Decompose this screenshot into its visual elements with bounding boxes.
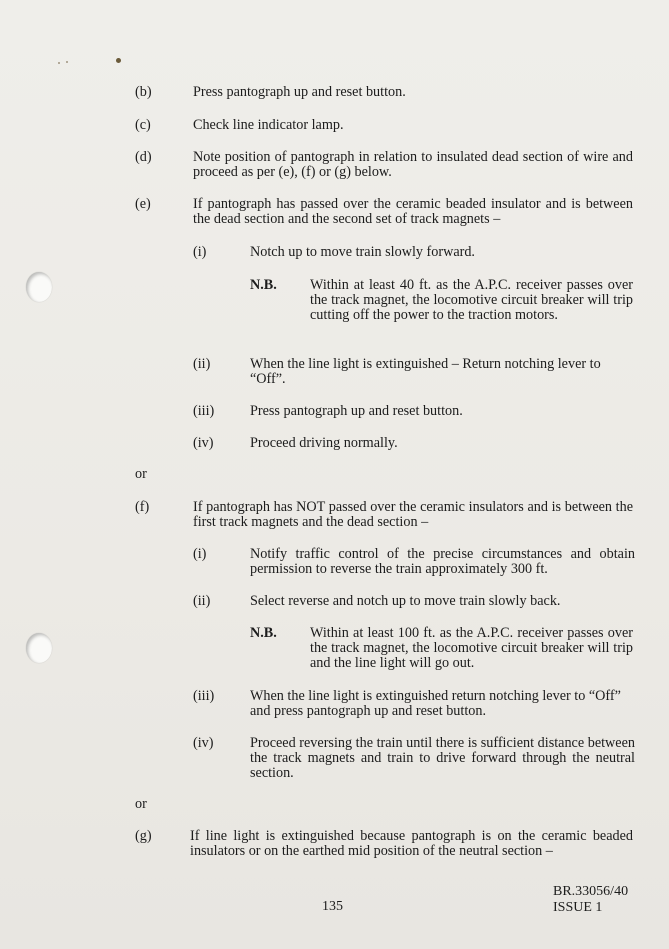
item-e-i-text: Notch up to move train slowly forward. [250,244,475,260]
or-separator: or [135,796,147,812]
item-f-ii-label: (ii) [193,593,211,609]
item-b-label: (b) [135,84,152,100]
item-e-i-label: (i) [193,244,207,260]
item-f-text: If pantograph has NOT passed over the ceramic insulators and is between the first track magnets and the dead section – [193,499,633,530]
document-reference [553,884,628,916]
item-e-ii-label: (ii) [193,356,211,372]
item-d-label: (d) [135,149,152,165]
item-f-ii-text: Select reverse and notch up to move train slowly back. [250,593,561,609]
item-e-ii-text: When the line light is extinguished – Return notching lever to “Off”. [250,356,601,387]
page-number: 135 [322,899,343,914]
item-f-nb-label: N.B. [250,625,277,641]
item-e-iv-label: (iv) [193,435,214,451]
item-e-text: If pantograph has passed over the ceramic beaded insulator and is between the dead section and the second set of track magnets – [193,196,633,227]
item-f-i-label: (i) [193,546,207,562]
item-e-label: (e) [135,196,151,212]
item-f-iv-label: (iv) [193,735,214,751]
paper-speck [116,58,121,63]
item-g-text: If line light is extinguished because pantograph is on the ceramic beaded insulators or on the earthed mid position of the neutral section – [190,828,633,859]
item-c-label: (c) [135,117,151,133]
paper-speck [58,62,60,64]
item-b-text: Press pantograph up and reset button. [193,84,406,100]
item-e-iii-text: Press pantograph up and reset button. [250,403,463,419]
punch-hole-top [26,272,52,302]
paper-speck [66,61,68,63]
item-e-iii-label: (iii) [193,403,215,419]
item-f-iii-text: When the line light is extinguished return notching lever to “Off” and press pantograph up and reset button. [250,688,621,719]
item-d-text: Note position of pantograph in relation to insulated dead section of wire and proceed as per (e), (f) or (g) below. [193,149,633,180]
or-separator: or [135,466,147,482]
item-f-iv-text: Proceed reversing the train until there is sufficient distance between the track magnets and train to drive forward through the neutral section. [250,735,635,781]
document-issue: ISSUE 1 [553,900,603,915]
punch-hole-bottom [26,633,52,663]
item-e-nb-text: Within at least 40 ft. as the A.P.C. receiver passes over the track magnet, the locomotive circuit breaker will trip cutting off the power to the traction motors. [310,277,633,323]
item-e-nb-label: N.B. [250,277,277,293]
item-f-iii-label: (iii) [193,688,215,704]
item-g-label: (g) [135,828,152,844]
item-f-i-text: Notify traffic control of the precise circumstances and obtain permission to reverse the train approximately 300 ft. [250,546,635,577]
item-f-nb-text: Within at least 100 ft. as the A.P.C. receiver passes over the track magnet, the locomotive circuit breaker will trip and the line light will go out. [310,625,633,671]
item-c-text: Check line indicator lamp. [193,117,344,133]
item-f-label: (f) [135,499,150,515]
item-e-iv-text: Proceed driving normally. [250,435,398,451]
document-ref-number: BR.33056/40 [553,884,629,899]
